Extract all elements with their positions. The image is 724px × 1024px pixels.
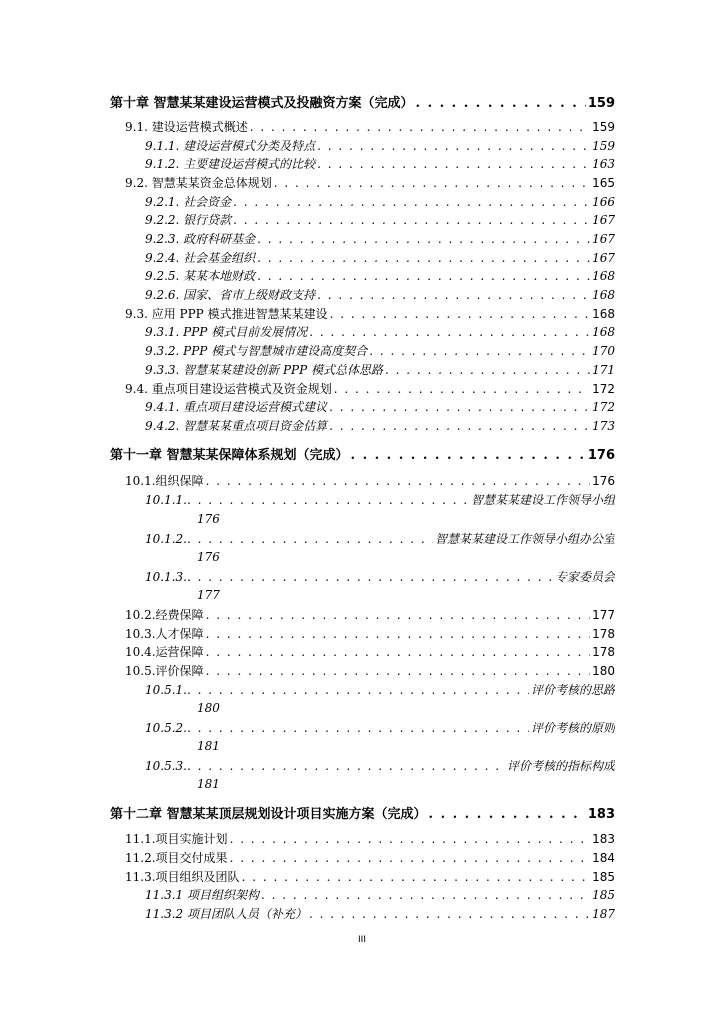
toc-entry-title: 9.4.2. 智慧某某重点项目资金估算 bbox=[145, 419, 328, 433]
toc-entry-page: 168 bbox=[592, 288, 615, 302]
toc-entry-page: 180 bbox=[197, 701, 220, 715]
toc-entry-title: 智慧某某建设工作领导小组 bbox=[470, 493, 615, 507]
toc-entry-page: 168 bbox=[592, 325, 615, 339]
dot-leader bbox=[250, 120, 590, 134]
toc-entry-page: 176 bbox=[587, 448, 615, 462]
dot-leader bbox=[369, 344, 590, 358]
toc-entry-11-3[interactable] bbox=[125, 868, 615, 885]
toc-entry-page: 166 bbox=[592, 195, 615, 209]
toc-entry-page: 165 bbox=[592, 176, 615, 190]
toc-entry-number: 10.1.2. bbox=[145, 532, 187, 546]
toc-entry-title: 经费保障 bbox=[155, 608, 204, 622]
toc-entry-10-1-1[interactable] bbox=[145, 491, 615, 508]
dot-leader bbox=[187, 683, 529, 697]
toc-entry-number: 10.5. bbox=[125, 664, 156, 678]
toc-entry-title: 9.2. 智慧某某资金总体规划 bbox=[125, 176, 272, 190]
toc-entry-number: 10.1.3. bbox=[145, 570, 187, 584]
dot-leader bbox=[187, 570, 553, 584]
toc-entry-page: 176 bbox=[197, 550, 220, 564]
dot-leader bbox=[330, 307, 591, 321]
toc-entry-9-4-1[interactable] bbox=[145, 398, 615, 415]
toc-entry-page: 173 bbox=[592, 419, 615, 433]
dot-leader bbox=[230, 832, 591, 846]
dot-leader bbox=[187, 532, 433, 546]
toc-entry-page: 176 bbox=[592, 474, 615, 488]
toc-entry-10-3[interactable] bbox=[125, 625, 615, 642]
toc-entry-number: 10.5.1. bbox=[145, 683, 187, 697]
toc-entry-title: 9.2.1. 社会资金 bbox=[145, 195, 232, 209]
dot-leader bbox=[329, 419, 590, 433]
toc-entry-10-1-3[interactable] bbox=[145, 568, 615, 585]
toc-entry-title: 9.2.2. 银行贷款 bbox=[145, 213, 232, 227]
dot-leader bbox=[206, 664, 591, 678]
toc-entry-11-3-2[interactable] bbox=[145, 905, 615, 922]
toc-entry-page: 168 bbox=[592, 307, 615, 321]
toc-entry-9-3[interactable] bbox=[125, 305, 615, 322]
toc-entry-page: 181 bbox=[197, 777, 220, 791]
toc-entry-9-1[interactable] bbox=[125, 118, 615, 135]
toc-entry-10-5[interactable] bbox=[125, 662, 615, 679]
dot-leader bbox=[206, 627, 591, 641]
dot-leader bbox=[317, 288, 590, 302]
toc-entry-10-5-2[interactable] bbox=[145, 719, 615, 736]
toc-entry-9-2-2[interactable] bbox=[145, 211, 615, 228]
toc-entry-title: 评价考核的指标构成 bbox=[506, 759, 615, 773]
toc-entry-page: 178 bbox=[592, 645, 615, 659]
toc-entry-title: 9.2.4. 社会基金组织 bbox=[145, 251, 256, 265]
dot-leader bbox=[309, 907, 590, 921]
toc-entry-title: 第十章 智慧某某建设运营模式及投融资方案（完成） bbox=[110, 96, 414, 110]
toc-entry-9-1-1[interactable] bbox=[145, 137, 615, 154]
toc-entry-page: 181 bbox=[197, 739, 220, 753]
toc-entry-title: 9.1.2. 主要建设运营模式的比较 bbox=[145, 157, 316, 171]
toc-entry-page: 159 bbox=[587, 96, 615, 110]
toc-entry-title: 9.1. 建设运营模式概述 bbox=[125, 120, 248, 134]
toc-entry-title: 9.3.1. PPP 模式目前发展情况 bbox=[145, 325, 308, 339]
dot-leader bbox=[187, 759, 505, 773]
dot-leader bbox=[329, 400, 590, 414]
toc-entry-number: 10.5.3. bbox=[145, 759, 187, 773]
toc-chapter-12[interactable] bbox=[110, 803, 615, 821]
toc-entry-10-1-2[interactable] bbox=[145, 530, 615, 547]
toc-entry-9-2-1[interactable] bbox=[145, 193, 615, 210]
dot-leader bbox=[206, 474, 591, 488]
toc-entry-title: 专家委员会 bbox=[554, 570, 615, 584]
toc-entry-number: 10.5.2. bbox=[145, 721, 187, 735]
toc-entry-page: 176 bbox=[197, 512, 220, 526]
toc-entry-page: 172 bbox=[592, 382, 615, 396]
toc-entry-title: 智慧某某建设工作领导小组办公室 bbox=[434, 532, 615, 546]
dot-leader bbox=[233, 213, 590, 227]
toc-entry-page: 177 bbox=[592, 608, 615, 622]
toc-entry-title: 评价考核的原则 bbox=[530, 721, 615, 735]
toc-entry-title: 项目组织及团队 bbox=[155, 870, 240, 884]
toc-entry-title: 评价考核的思路 bbox=[530, 683, 615, 697]
toc-entry-page: 170 bbox=[592, 344, 615, 358]
dot-leader bbox=[187, 493, 469, 507]
toc-entry-9-4[interactable] bbox=[125, 380, 615, 397]
toc-entry-10-5-1[interactable] bbox=[145, 681, 615, 698]
toc-entry-title: 9.4.1. 重点项目建设运营模式建议 bbox=[145, 400, 328, 414]
toc-entry-page: 172 bbox=[592, 400, 615, 414]
dot-leader bbox=[233, 195, 590, 209]
toc-entry-number: 11.1. bbox=[125, 832, 156, 846]
toc-entry-title: 评价保障 bbox=[155, 664, 204, 678]
toc-entry-page: 178 bbox=[592, 627, 615, 641]
toc-entry-page: 167 bbox=[592, 213, 615, 227]
toc-entry-number: 10.1. bbox=[125, 474, 156, 488]
toc-entry-page: 167 bbox=[592, 251, 615, 265]
toc-entry-10-4[interactable] bbox=[125, 643, 615, 660]
toc-entry-title: 9.3.2. PPP 模式与智慧城市建设高度契合 bbox=[145, 344, 368, 358]
toc-entry-9-2-3[interactable] bbox=[145, 230, 615, 247]
toc-entry-title: 11.3.2 项目团队人员（补充） bbox=[145, 907, 307, 921]
toc-entry-11-3-1[interactable] bbox=[145, 886, 615, 903]
toc-entry-title: 项目交付成果 bbox=[155, 851, 228, 865]
toc-entry-title: 运营保障 bbox=[155, 645, 204, 659]
toc-entry-11-2[interactable] bbox=[125, 849, 615, 866]
toc-entry-title: 组织保障 bbox=[155, 474, 204, 488]
toc-entry-page: 183 bbox=[592, 832, 615, 846]
toc-entry-title: 9.1.1. 建设运营模式分类及特点 bbox=[145, 139, 316, 153]
toc-chapter-10[interactable] bbox=[110, 92, 615, 110]
toc-entry-page: 167 bbox=[592, 232, 615, 246]
toc-entry-page: 180 bbox=[592, 664, 615, 678]
toc-entry-title: 第十一章 智慧某某保障体系规划（完成） bbox=[110, 448, 349, 462]
dot-leader bbox=[230, 851, 591, 865]
toc-entry-page: 159 bbox=[592, 120, 615, 134]
toc-entry-9-4-2[interactable] bbox=[145, 417, 615, 434]
toc-entry-page: 183 bbox=[587, 807, 615, 821]
toc-entry-11-1[interactable] bbox=[125, 830, 615, 847]
dot-leader bbox=[385, 363, 590, 377]
toc-entry-page: 171 bbox=[592, 363, 615, 377]
toc-entry-number: 10.3. bbox=[125, 627, 156, 641]
dot-leader bbox=[317, 139, 590, 153]
dot-leader bbox=[206, 645, 591, 659]
dot-leader bbox=[317, 157, 590, 171]
toc-entry-page: 185 bbox=[592, 870, 615, 884]
dot-leader bbox=[257, 232, 590, 246]
toc-entry-9-3-1[interactable] bbox=[145, 323, 615, 340]
dot-leader bbox=[206, 608, 591, 622]
page-number-footer: III bbox=[358, 935, 366, 945]
toc-entry-page: 159 bbox=[592, 139, 615, 153]
dot-leader bbox=[351, 448, 586, 462]
toc-entry-page: 184 bbox=[592, 851, 615, 865]
toc-entry-number: 11.3. bbox=[125, 870, 156, 884]
toc-entry-9-2-4[interactable] bbox=[145, 249, 615, 266]
dot-leader bbox=[242, 870, 591, 884]
toc-chapter-11[interactable] bbox=[110, 444, 615, 462]
dot-leader bbox=[261, 888, 590, 902]
toc-entry-title: 9.4. 重点项目建设运营模式及资金规划 bbox=[125, 382, 332, 396]
dot-leader bbox=[334, 382, 590, 396]
toc-entry-title: 项目实施计划 bbox=[155, 832, 228, 846]
toc-entry-number: 10.4. bbox=[125, 645, 156, 659]
toc-entry-9-2-6[interactable] bbox=[145, 286, 615, 303]
toc-entry-number: 11.2. bbox=[125, 851, 156, 865]
toc-entry-title: 第十二章 智慧某某顶层规划设计项目实施方案（完成） bbox=[110, 807, 427, 821]
toc-entry-page: 177 bbox=[197, 588, 220, 602]
toc-entry-title: 人才保障 bbox=[155, 627, 204, 641]
dot-leader bbox=[274, 176, 590, 190]
toc-entry-10-2[interactable] bbox=[125, 606, 615, 623]
toc-entry-page: 168 bbox=[592, 269, 615, 283]
dot-leader bbox=[187, 721, 529, 735]
toc-entry-title: 9.2.5. 某某本地财政 bbox=[145, 269, 256, 283]
toc-entry-number: 10.1.1. bbox=[145, 493, 187, 507]
dot-leader bbox=[429, 807, 586, 821]
toc-entry-page: 185 bbox=[592, 888, 615, 902]
toc-entry-page: 187 bbox=[592, 907, 615, 921]
dot-leader bbox=[257, 269, 590, 283]
toc-entry-title: 9.2.3. 政府科研基金 bbox=[145, 232, 256, 246]
toc-entry-title: 9.2.6. 国家、省市上级财政支持 bbox=[145, 288, 316, 302]
dot-leader bbox=[416, 96, 586, 110]
toc-entry-10-1[interactable] bbox=[125, 472, 615, 489]
toc-entry-title: 11.3.1 项目组织架构 bbox=[145, 888, 259, 902]
toc-entry-title: 9.3. 应用 PPP 模式推进智慧某某建设 bbox=[125, 307, 328, 321]
toc-entry-9-2[interactable] bbox=[125, 174, 615, 191]
dot-leader bbox=[309, 325, 590, 339]
toc-entry-number: 10.2. bbox=[125, 608, 156, 622]
toc-entry-page: 163 bbox=[592, 157, 615, 171]
toc-entry-9-3-2[interactable] bbox=[145, 342, 615, 359]
toc-entry-9-3-3[interactable] bbox=[145, 361, 615, 378]
toc-entry-title: 9.3.3. 智慧某某建设创新 PPP 模式总体思路 bbox=[145, 363, 384, 377]
toc-entry-9-2-5[interactable] bbox=[145, 267, 615, 284]
toc-entry-9-1-2[interactable] bbox=[145, 155, 615, 172]
dot-leader bbox=[257, 251, 590, 265]
toc-entry-10-5-3[interactable] bbox=[145, 757, 615, 774]
